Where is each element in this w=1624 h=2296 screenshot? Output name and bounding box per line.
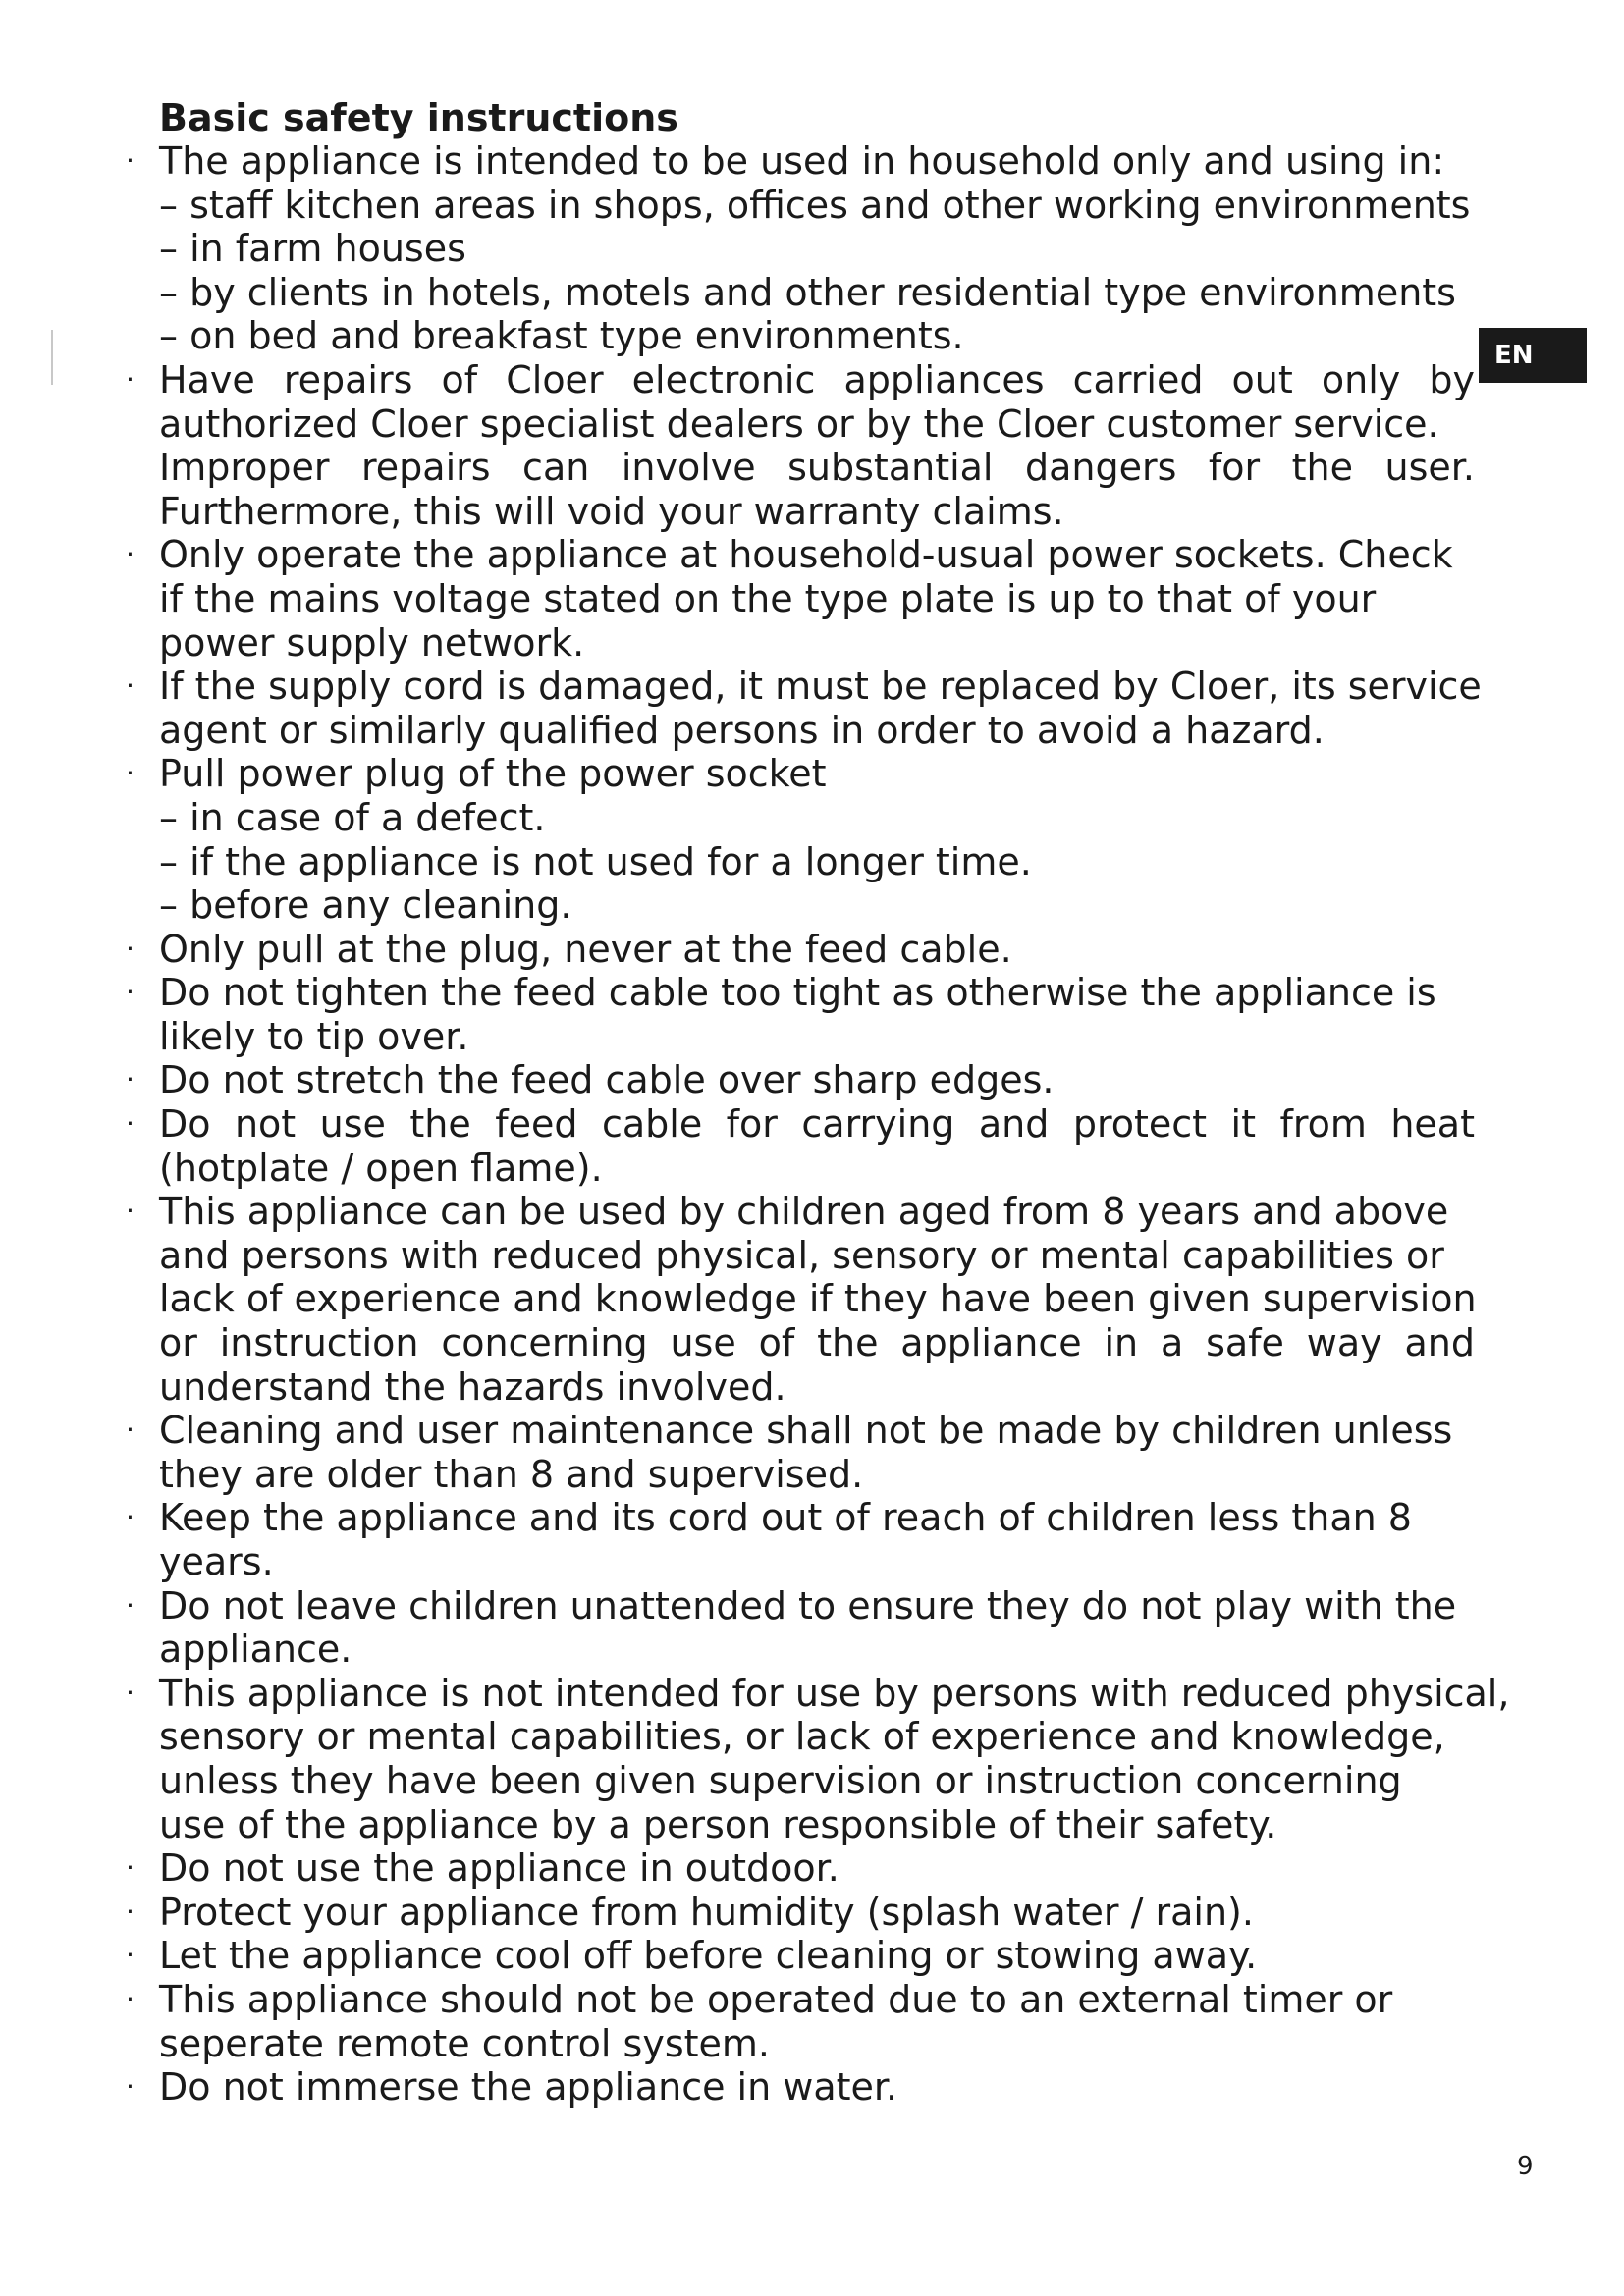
bullet-icon: ·	[126, 144, 135, 177]
continuation-line	[0, 402, 1624, 447]
bullet-icon: ·	[126, 1982, 135, 2015]
continuation-line	[0, 840, 1624, 884]
instruction-text: years.	[159, 1540, 274, 1583]
bullet-icon: ·	[126, 1063, 135, 1096]
bullet-icon: ·	[126, 538, 135, 571]
bullet-item-line	[0, 358, 1624, 402]
instruction-text: seperate remote control system.	[159, 2021, 770, 2065]
bullet-icon: ·	[126, 1107, 135, 1141]
bullet-item-line	[0, 1058, 1624, 1102]
continuation-line	[0, 1365, 1624, 1410]
instruction-text: Furthermore, this will void your warranty claims.	[159, 489, 1064, 533]
bullet-item-line	[0, 1102, 1624, 1147]
instruction-text: Cleaning and user maintenance shall not be made by children unless	[159, 1409, 1453, 1453]
instruction-text: – staff kitchen areas in shops, offices and other working environments	[159, 183, 1471, 227]
continuation-line	[0, 796, 1624, 840]
instruction-text: appliance.	[159, 1628, 352, 1672]
continuation-line	[0, 1147, 1624, 1191]
bullet-icon: ·	[126, 2070, 135, 2104]
continuation-line	[0, 314, 1624, 358]
bullet-item-line	[0, 1978, 1624, 2022]
instruction-text: lack of experience and knowledge if they have been given supervision	[159, 1277, 1477, 1321]
instruction-text: Do not use the feed cable for carrying and protect it from heat	[159, 1102, 1475, 1147]
instruction-text: understand the hazards involved.	[159, 1364, 786, 1409]
bullet-icon: ·	[126, 1195, 135, 1228]
instruction-text: – before any cleaning.	[159, 883, 572, 928]
continuation-line	[0, 1715, 1624, 1759]
instruction-text: power supply network.	[159, 620, 585, 665]
continuation-line	[0, 490, 1624, 534]
safety-instructions-list	[0, 139, 1624, 2109]
instruction-text: The appliance is intended to be used in household only and using in:	[159, 139, 1445, 183]
page-number: 9	[1517, 2152, 1534, 2181]
instruction-text: and persons with reduced physical, sensory or mental capabilities or	[159, 1233, 1444, 1277]
instruction-text: unless they have been given supervision or instruction concerning	[159, 1758, 1402, 1802]
bullet-icon: ·	[126, 1939, 135, 1972]
bullet-icon: ·	[126, 1676, 135, 1709]
bullet-item-line	[0, 139, 1624, 184]
instruction-text: Improper repairs can involve substantial dangers for the user.	[159, 446, 1475, 490]
bullet-item-line	[0, 665, 1624, 709]
continuation-line	[0, 621, 1624, 666]
instruction-text: or instruction concerning use of the appliance in a safe way and	[159, 1321, 1475, 1365]
continuation-line	[0, 1015, 1624, 1059]
continuation-line	[0, 446, 1624, 490]
bullet-icon: ·	[126, 1895, 135, 1928]
instruction-text: – by clients in hotels, motels and other residential type environments	[159, 270, 1456, 314]
instruction-text: likely to tip over.	[159, 1014, 469, 1058]
bullet-item-line	[0, 2065, 1624, 2109]
bullet-item-line	[0, 1846, 1624, 1891]
section-title: Basic safety instructions	[159, 96, 678, 139]
continuation-line	[0, 1277, 1624, 1321]
instruction-text: they are older than 8 and supervised.	[159, 1452, 864, 1496]
instruction-text: sensory or mental capabilities, or lack of experience and knowledge,	[159, 1715, 1445, 1759]
bullet-icon: ·	[126, 1851, 135, 1885]
bullet-item-line	[0, 1672, 1624, 1716]
instruction-text: Do not stretch the feed cable over sharp edges.	[159, 1058, 1055, 1102]
language-tab: EN	[1479, 328, 1587, 383]
instruction-text: Do not use the appliance in outdoor.	[159, 1846, 839, 1891]
instruction-text: If the supply cord is damaged, it must be replaced by Cloer, its service	[159, 665, 1482, 709]
instruction-text: Let the appliance cool off before cleaning or stowing away.	[159, 1934, 1258, 1978]
instruction-text: Only operate the appliance at household-usual power sockets. Check	[159, 533, 1453, 577]
instruction-text: Do not immerse the appliance in water.	[159, 2065, 898, 2109]
bullet-icon: ·	[126, 757, 135, 790]
instruction-text: – in farm houses	[159, 227, 466, 271]
bullet-item-line	[0, 1190, 1624, 1234]
continuation-line	[0, 1628, 1624, 1672]
instruction-text: Do not tighten the feed cable too tight as otherwise the appliance is	[159, 971, 1436, 1015]
instruction-text: agent or similarly qualified persons in order to avoid a hazard.	[159, 708, 1325, 752]
instruction-text: (hotplate / open flame).	[159, 1146, 603, 1190]
bullet-item-line	[0, 1891, 1624, 1935]
continuation-line	[0, 1803, 1624, 1847]
bullet-icon: ·	[126, 1414, 135, 1447]
continuation-line	[0, 184, 1624, 228]
continuation-line	[0, 1321, 1624, 1365]
bullet-item-line	[0, 1496, 1624, 1540]
instruction-text: – in case of a defect.	[159, 795, 546, 839]
bullet-item-line	[0, 1584, 1624, 1629]
continuation-line	[0, 883, 1624, 928]
instruction-text: Protect your appliance from humidity (splash water / rain).	[159, 1890, 1254, 1934]
bullet-icon: ·	[126, 1588, 135, 1622]
bullet-icon: ·	[126, 976, 135, 1009]
instruction-text: Have repairs of Cloer electronic appliances carried out only by	[159, 357, 1475, 401]
continuation-line	[0, 2022, 1624, 2066]
instruction-text: use of the appliance by a person responsible of their safety.	[159, 1802, 1277, 1846]
continuation-line	[0, 271, 1624, 315]
bullet-item-line	[0, 1934, 1624, 1978]
instruction-text: authorized Cloer specialist dealers or by the Cloer customer service.	[159, 401, 1439, 446]
instruction-text: Keep the appliance and its cord out of reach of children less than 8	[159, 1496, 1412, 1540]
continuation-line	[0, 1540, 1624, 1584]
instruction-text: This appliance can be used by children aged from 8 years and above	[159, 1190, 1449, 1234]
bullet-icon: ·	[126, 362, 135, 396]
instruction-text: Only pull at the plug, never at the feed cable.	[159, 927, 1012, 971]
bullet-icon: ·	[126, 932, 135, 965]
continuation-line	[0, 1759, 1624, 1803]
bullet-icon: ·	[126, 1501, 135, 1534]
continuation-line	[0, 709, 1624, 753]
bullet-item-line	[0, 752, 1624, 796]
continuation-line	[0, 577, 1624, 621]
instruction-text: – if the appliance is not used for a longer time.	[159, 839, 1032, 883]
bullet-item-line	[0, 971, 1624, 1015]
bullet-item-line	[0, 533, 1624, 577]
instruction-text: – on bed and breakfast type environments.	[159, 314, 964, 358]
bullet-item-line	[0, 928, 1624, 972]
instruction-text: if the mains voltage stated on the type plate is up to that of your	[159, 576, 1377, 620]
continuation-line	[0, 227, 1624, 271]
instruction-text: Do not leave children unattended to ensure they do not play with the	[159, 1583, 1457, 1628]
bullet-item-line	[0, 1409, 1624, 1453]
instruction-text: This appliance should not be operated due to an external timer or	[159, 1977, 1393, 2021]
continuation-line	[0, 1453, 1624, 1497]
bullet-icon: ·	[126, 669, 135, 703]
continuation-line	[0, 1234, 1624, 1278]
instruction-text: Pull power plug of the power socket	[159, 752, 827, 796]
instruction-text: This appliance is not intended for use by persons with reduced physical,	[159, 1671, 1510, 1715]
